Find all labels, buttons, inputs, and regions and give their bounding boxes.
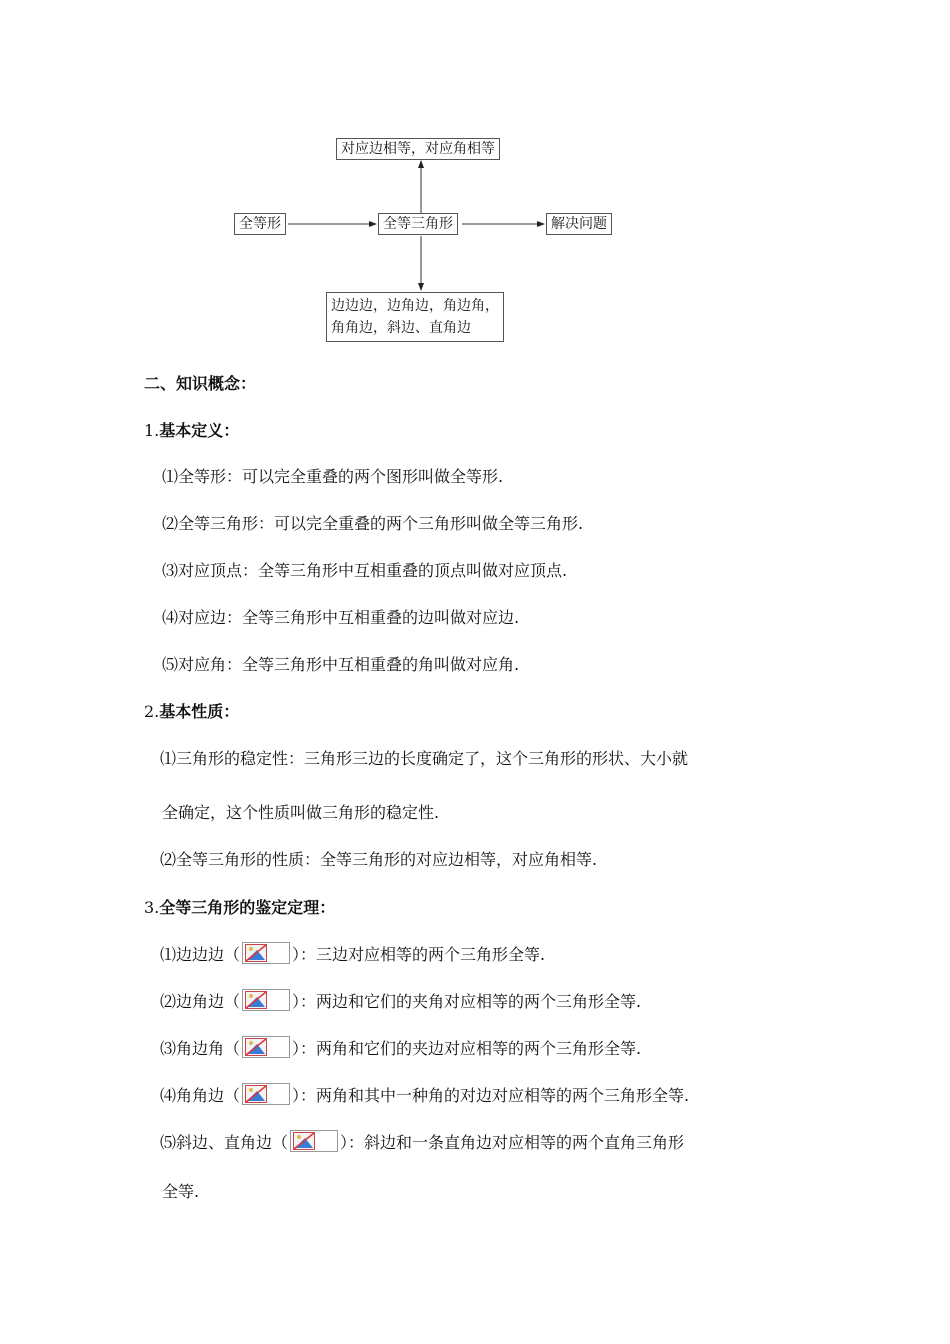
diagram-box-bottom [326, 292, 504, 342]
theorem-name: ⑴边边边（ [160, 945, 241, 964]
theorem-item [160, 1036, 641, 1060]
sub2-heading [144, 701, 239, 723]
definition-item: ⑵全等三角形：可以完全重叠的两个三角形叫做全等三角形. [162, 514, 584, 533]
sub1-heading [144, 420, 239, 442]
theorem-desc: ）：斜边和一条直角边对应相等的两个直角三角形 [340, 1133, 685, 1152]
broken-image-icon [242, 1036, 290, 1058]
broken-image-icon [242, 942, 290, 964]
theorem-name: ⑶角边角（ [160, 1039, 241, 1058]
sub2-number: 2. [144, 702, 160, 721]
theorem-name: ⑵边角边（ [160, 992, 241, 1011]
broken-image-icon [290, 1130, 338, 1152]
definition-item: ⑷对应边：全等三角形中互相重叠的边叫做对应边. [162, 608, 520, 627]
theorem-name: ⑷角角边（ [160, 1086, 241, 1105]
diagram-box-top: 对应边相等，对应角相等 [336, 138, 500, 160]
diagram-box-center: 全等三角形 [378, 213, 458, 235]
sub3-title: 全等三角形的鉴定定理： [159, 898, 336, 917]
theorem-name: ⑸斜边、直角边（ [160, 1133, 289, 1152]
theorem-item [160, 942, 545, 966]
diagram-box-right: 解决问题 [546, 213, 612, 235]
sub1-title: 基本定义： [159, 421, 240, 440]
property-item-continued: 全确定，这个性质叫做三角形的稳定性. [162, 803, 440, 822]
definition-item: ⑶对应顶点：全等三角形中互相重叠的顶点叫做对应顶点. [162, 561, 568, 580]
diagram-bottom-line1: 边边边，边角边，角边角， [331, 298, 499, 314]
theorem-desc: ）：两角和其中一种角的对边对应相等的两个三角形全等. [292, 1086, 690, 1105]
theorem-desc: ）：三边对应相等的两个三角形全等. [292, 945, 546, 964]
sub3-heading [144, 897, 335, 919]
property-item: ⑵全等三角形的性质：全等三角形的对应边相等，对应角相等. [160, 850, 598, 869]
diagram-bottom-line2: 角角边，斜边、直角边 [331, 320, 471, 336]
definition-item: ⑴全等形：可以完全重叠的两个图形叫做全等形. [162, 467, 504, 486]
theorem-desc: ）：两角和它们的夹边对应相等的两个三角形全等. [292, 1039, 642, 1058]
sub3-number: 3. [144, 898, 160, 917]
sub2-title: 基本性质： [159, 702, 240, 721]
diagram-box-left: 全等形 [234, 213, 286, 235]
theorem-item-continued: 全等. [162, 1182, 200, 1201]
theorem-item [160, 989, 641, 1013]
sub1-number: 1. [144, 421, 160, 440]
broken-image-icon [242, 1083, 290, 1105]
section-title: 二、知识概念： [144, 374, 257, 393]
theorem-item [160, 1083, 689, 1107]
theorem-desc: ）：两边和它们的夹角对应相等的两个三角形全等. [292, 992, 642, 1011]
diagram-arrows [0, 0, 950, 340]
broken-image-icon [242, 989, 290, 1011]
property-item: ⑴三角形的稳定性：三角形三边的长度确定了，这个三角形的形状、大小就 [160, 749, 689, 768]
definition-item: ⑸对应角：全等三角形中互相重叠的角叫做对应角. [162, 655, 520, 674]
theorem-item [160, 1130, 684, 1154]
